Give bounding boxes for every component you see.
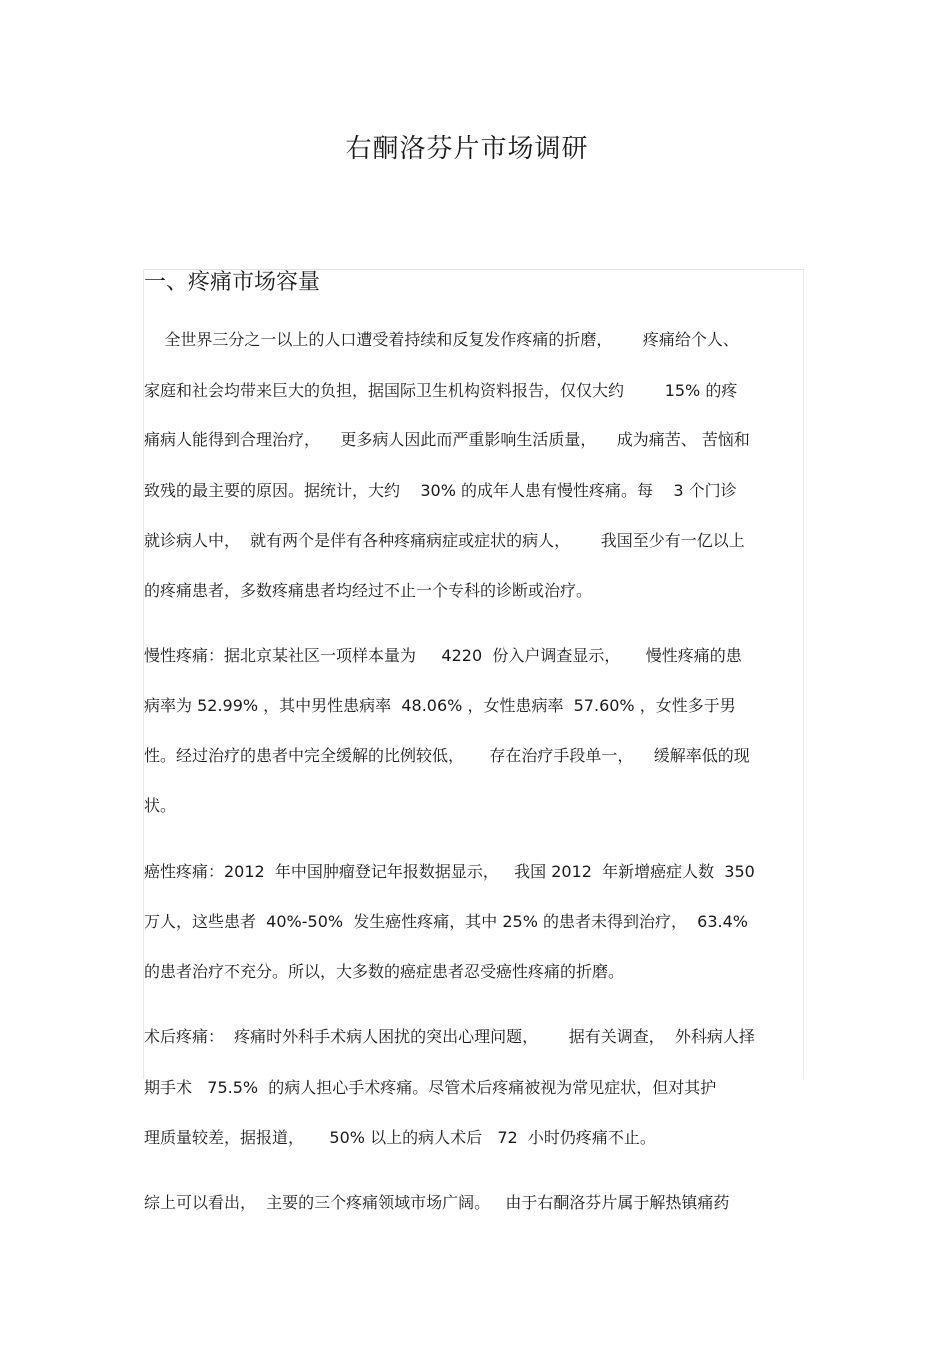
- paragraph-line: 理质量较差，据报道， 50% 以上的病人术后 72 小时仍疼痛不止。: [144, 1128, 656, 1147]
- page-title: 右酮洛芬片市场调研: [345, 134, 589, 164]
- paragraph-line: 的疼痛患者，多数疼痛患者均经过不止一个专科的诊断或治疗。: [144, 581, 593, 600]
- paragraph-line: 综上可以看出， 主要的三个疼痛领域市场广阔。 由于右酮洛芬片属于解热镇痛药: [144, 1193, 730, 1212]
- paragraph-line: 期手术 75.5% 的病人担心手术疼痛。尽管术后疼痛被视为常见症状，但对其护: [144, 1078, 717, 1097]
- paragraph-line: 全世界三分之一以上的人口遭受着持续和反复发作疼痛的折磨， 疼痛给个人、: [144, 330, 739, 349]
- paragraph-line: 致残的最主要的原因。据统计，大约 30% 的成年人患有慢性疼痛。每 3 个门诊: [144, 481, 737, 500]
- paragraph-line: 的患者治疗不充分。所以，大多数的癌症患者忍受癌性疼痛的折磨。: [144, 962, 625, 981]
- paragraph-line: 就诊病人中， 就有两个是伴有各种疼痛病症或症状的病人， 我国至少有一亿以上: [144, 531, 745, 550]
- paragraph-line: 癌性疼痛：2012 年中国肿瘤登记年报数据显示， 我国 2012 年新增癌症人数 350: [144, 862, 755, 881]
- paragraph-line: 性。经过治疗的患者中完全缓解的比例较低， 存在治疗手段单一， 缓解率低的现: [144, 746, 750, 765]
- paragraph-line: 家庭和社会均带来巨大的负担，据国际卫生机构资料报告，仅仅大约 15% 的疼: [144, 381, 738, 400]
- paragraph-line: 慢性疼痛：据北京某社区一项样本量为 4220 份入户调查显示， 慢性疼痛的患: [144, 646, 742, 665]
- paragraph-line: 痛病人能得到合理治疗， 更多病人因此而严重影响生活质量， 成为痛苦、 苦恼和: [144, 430, 750, 449]
- paragraph-line: 术后疼痛： 疼痛时外科手术病人困扰的突出心理问题， 据有关调查， 外科病人择: [144, 1027, 755, 1046]
- section-heading: 一、疼痛市场容量: [144, 270, 321, 295]
- paragraph-line: 病率为 52.99% ，其中男性患病率 48.06% ，女性患病率 57.60% ，女性多于男: [144, 696, 736, 715]
- paragraph-line: 万人，这些患者 40%-50% 发生癌性疼痛，其中 25% 的患者未得到治疗， 63.4%: [144, 912, 748, 931]
- paragraph-line: 状。: [144, 796, 177, 815]
